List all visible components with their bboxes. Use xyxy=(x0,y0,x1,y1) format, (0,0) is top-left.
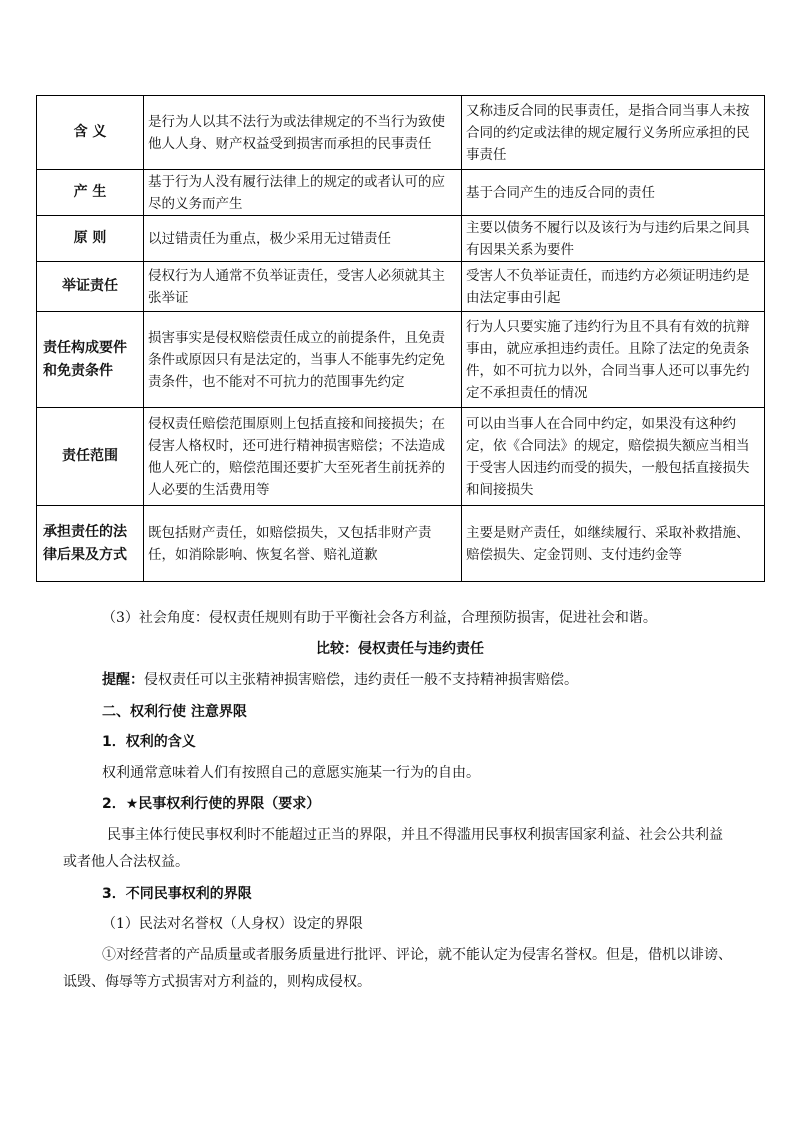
row-header-principle: 原 则 xyxy=(37,216,144,262)
reminder-label: 提醒： xyxy=(102,672,144,688)
table-row xyxy=(37,408,765,506)
contract-cell: 行为人只要实施了违约行为且不具有有效的抗辩事由，就应承担违约责任。且除了法定的免责条件，如不可抗力以外，合同当事人还可以事先约定不承担责任的情况 xyxy=(462,312,765,408)
social-angle-paragraph: （3）社会角度：侵权责任规则有助于平衡社会各方利益，合理预防损害，促进社会和谐。 xyxy=(102,610,657,626)
subheading-2-body-line2: 或者他人合法权益。 xyxy=(63,854,189,870)
contract-cell: 主要以债务不履行以及该行为与违约后果之间具有因果关系为要件 xyxy=(462,216,765,262)
row-header-elements: 责任构成要件和免责条件 xyxy=(37,312,144,408)
row-header-origin: 产 生 xyxy=(37,170,144,216)
table-row xyxy=(37,170,765,216)
reminder-paragraph xyxy=(0,669,800,691)
row-header-scope: 责任范围 xyxy=(37,408,144,506)
table-caption: 比较：侵权责任与违约责任 xyxy=(316,641,484,657)
comparison-table xyxy=(36,95,765,582)
subheading-2-body-line1: 民事主体行使民事权利时不能超过正当的界限，并且不得滥用民事权利损害国家利益、社会公共利益 xyxy=(107,827,723,843)
subheading-3-sub1-body-line1: ①对经营者的产品质量或者服务质量进行批评、评论，就不能认定为侵害名誉权。但是，借机以诽谤、 xyxy=(102,947,732,963)
contract-cell: 受害人不负举证责任，而违约方必须证明违约是由法定事由引起 xyxy=(462,262,765,312)
reminder-body: 侵权责任可以主张精神损害赔偿，违约责任一般不支持精神损害赔偿。 xyxy=(144,672,578,688)
row-header-burden-of-proof: 举证责任 xyxy=(37,262,144,312)
subheading-3-sub1-body-line2: 诋毁、侮辱等方式损害对方利益的，则构成侵权。 xyxy=(63,974,371,990)
table-row xyxy=(37,506,765,582)
subheading-3-sub1: （1）民法对名誉权（人身权）设定的界限 xyxy=(102,916,363,932)
subheading-2: 2．★民事权利行使的界限（要求） xyxy=(102,796,321,812)
subheading-1-body: 权利通常意味着人们有按照自己的意愿实施某一行为的自由。 xyxy=(102,765,480,781)
tort-cell: 是行为人以其不法行为或法律规定的不当行为致使他人人身、财产权益受到损害而承担的民事责任 xyxy=(144,96,462,170)
row-header-consequences: 承担责任的法律后果及方式 xyxy=(37,506,144,582)
contract-cell: 基于合同产生的违反合同的责任 xyxy=(462,170,765,216)
tort-cell: 侵权行为人通常不负举证责任，受害人必须就其主张举证 xyxy=(144,262,462,312)
tort-cell: 基于行为人没有履行法律上的规定的或者认可的应尽的义务而产生 xyxy=(144,170,462,216)
tort-cell: 以过错责任为重点，极少采用无过错责任 xyxy=(144,216,462,262)
section-heading: 二、权利行使 注意界限 xyxy=(102,704,247,720)
contract-cell: 主要是财产责任，如继续履行、采取补救措施、赔偿损失、定金罚则、支付违约金等 xyxy=(462,506,765,582)
table-row xyxy=(37,216,765,262)
contract-cell: 可以由当事人在合同中约定，如果没有这种约定，依《合同法》的规定，赔偿损失额应当相当于受害人因违约而受的损失，一般包括直接损失和间接损失 xyxy=(462,408,765,506)
tort-cell: 既包括财产责任，如赔偿损失，又包括非财产责任，如消除影响、恢复名誉、赔礼道歉 xyxy=(144,506,462,582)
table-row xyxy=(37,312,765,408)
table-row xyxy=(37,262,765,312)
row-header-meaning: 含 义 xyxy=(37,96,144,170)
subheading-3: 3．不同民事权利的界限 xyxy=(102,886,252,902)
tort-cell: 损害事实是侵权赔偿责任成立的前提条件，且免责条件或原因只有是法定的，当事人不能事先约定免责条件，也不能对不可抗力的范围事先约定 xyxy=(144,312,462,408)
tort-cell: 侵权责任赔偿范围原则上包括直接和间接损失；在侵害人格权时，还可进行精神损害赔偿；不法造成他人死亡的，赔偿范围还要扩大至死者生前抚养的人必要的生活费用等 xyxy=(144,408,462,506)
subheading-1: 1．权利的含义 xyxy=(102,734,196,750)
contract-cell: 又称违反合同的民事责任，是指合同当事人未按合同的约定或法律的规定履行义务所应承担的民事责任 xyxy=(462,96,765,170)
table-row xyxy=(37,96,765,170)
